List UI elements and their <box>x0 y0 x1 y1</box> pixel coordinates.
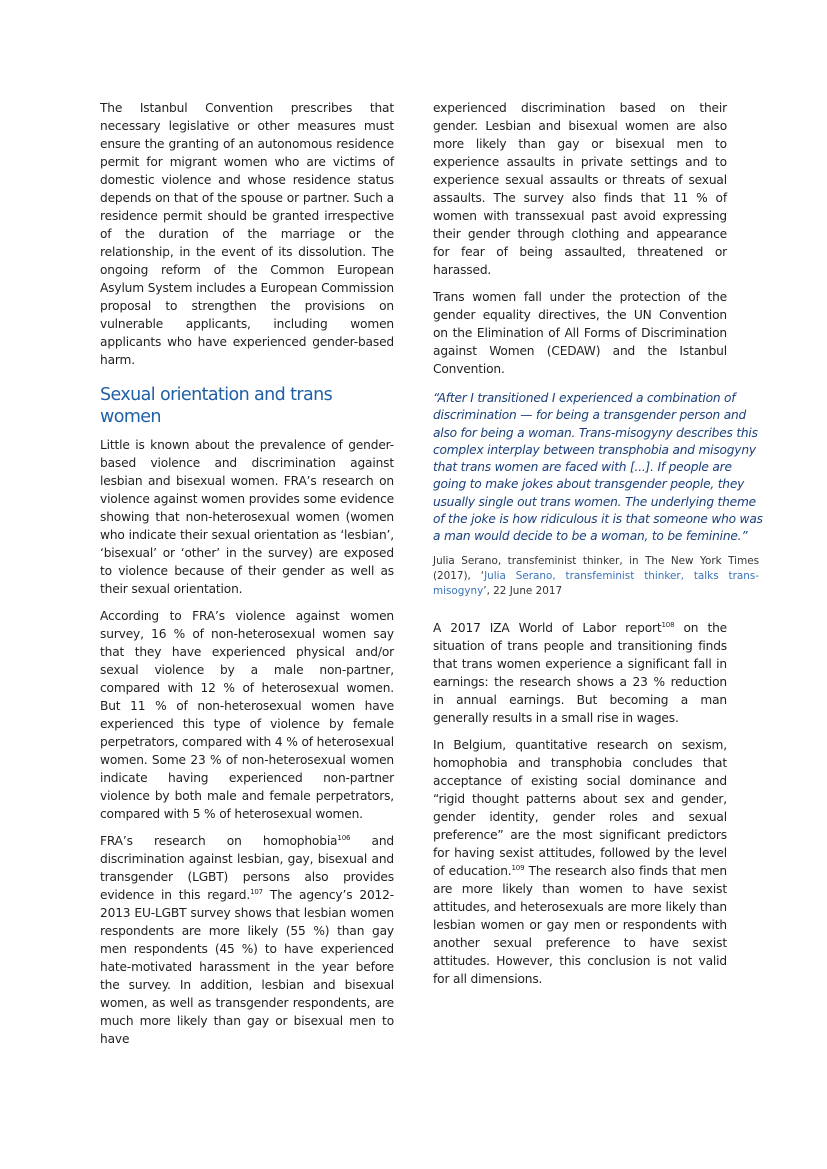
footnote-ref-106[interactable]: 106 <box>337 833 351 842</box>
right-column <box>433 99 763 997</box>
paragraph-discrimination-continued: experienced discrimination based on their gender. Lesbian and bisexual women are also more likely than gay or bisexual men to experience assaults in private settings and to experience sexual assaults or threats of sexual assaults. The survey also finds that 11 % of women with transsexual past avoid expressing their gender through clothing and appearance for fear of being assaulted, threatened or harassed. <box>433 101 727 277</box>
paragraph-prevalence: Little is known about the prevalence of gender-based violence and discrimination against lesbian and bisexual women. FRA’s research on violence against women provides some evidence showing that non-heterosexual women (women who indicate their sexual orientation as ‘lesbian’, ‘bisexual’ or ‘other’ in the survey) are exposed to violence because of their gender as well as their sexual orientation. <box>100 438 394 596</box>
paragraph-istanbul-convention: The Istanbul Convention prescribes that necessary legislative or other measures must ensure the granting of an autonomous residence permit for migrant women who are victims of domestic violence and whose residence status depends on that of the spouse or partner. Such a residence permit should be granted irrespective of the duration of the marriage or the relationship, in the event of its dissolution. The ongoing reform of the Common European Asylum System includes a European Commission proposal to strengthen the provisions on vulnerable applicants, including women applicants who have experienced gender-based harm. <box>100 101 394 367</box>
footnote-ref-108[interactable]: 108 <box>661 620 675 629</box>
footnote-ref-107[interactable]: 107 <box>250 887 263 896</box>
paragraph-belgium-research <box>433 736 727 988</box>
text-segment: The research also finds that men are more likely than women to have sexist attitudes, and heterosexuals are more likely than lesbian women or gay men or respondents with another sexual preference to have sexist attitudes. However, this conclusion is not valid for all dimensions. <box>433 863 727 986</box>
pull-quote: “After I transitioned I experienced a combination of discrimination — for being a transgender person and also for being a woman. Trans-misogyny describes this complex interplay between transphobia and misogyny that trans women are faced with [...]. If people are going to make jokes about transgender people, they usually single out trans women. The underlying theme of the joke is how ridiculous it is that someone who was a man would decide to be a woman, to be feminine.” <box>433 391 763 544</box>
text-segment: and discrimination against lesbian, gay, bisexual and transgender (LGBT) persons also provides evidence in this regard. <box>100 834 395 902</box>
source-link[interactable]: Julia Serano, transfeminist thinker, talks trans-misogyny <box>433 569 759 597</box>
text-segment: on the situation of trans people and transitioning finds that trans women experience a significant fall in earnings: the research shows a 23 % reduction in annual earnings. But becoming a man generally results in a small rise in wages. <box>433 620 727 725</box>
text-segment: FRA’s research on homophobia <box>100 834 338 848</box>
left-column <box>100 99 394 1057</box>
text-segment: In Belgium, quantitative research on sexism, homophobia and transphobia concludes that acceptance of existing social dominance and “rigid thought patterns about sex and gender, gender identity, gender roles and sexual preference” are the most significant predictors for having sexist attitudes, followed by the level of education. <box>433 737 727 878</box>
text-segment: The agency’s 2012-2013 EU-LGBT survey shows that lesbian women respondents are more likely (55 %) than gay men respondents (45 %) to have experienced hate-motivated harassment in the year before the survey. In addition, lesbian and bisexual women, as well as transgender respondents, are much more likely than gay or bisexual men to have <box>100 888 395 1046</box>
paragraph-survey-results: According to FRA’s violence against women survey, 16 % of non-heterosexual women say that they have experienced physical and/or sexual violence by a male non-partner, compared with 12 % of heterosexual women. But 11 % of non-heterosexual women have experienced this type of violence by female perpetrators, compared with 4 % of heterosexual women. Some 23 % of non-heterosexual women indicate having experienced non-partner violence by both male and female perpetrators, compared with 5 % of heterosexual women. <box>100 609 394 821</box>
source-prefix: Julia Serano, transfeminist thinker, in The New York Times (2017), ‘ <box>433 554 759 582</box>
paragraph-iza-report <box>433 619 727 727</box>
text-segment: A 2017 IZA World of Labor report <box>433 620 662 635</box>
quote-source <box>433 554 759 599</box>
paragraph-trans-protection: Trans women fall under the protection of the gender equality directives, the UN Convention on the Elimination of All Forms of Discrimination against Women (CEDAW) and the Istanbul Convention. <box>433 290 727 376</box>
section-heading: Sexual orientation and trans women <box>100 385 333 427</box>
footnote-ref-109[interactable]: 109 <box>511 863 525 872</box>
source-suffix: ’, 22 June 2017 <box>483 584 563 597</box>
paragraph-lgbt-research <box>100 832 394 1048</box>
